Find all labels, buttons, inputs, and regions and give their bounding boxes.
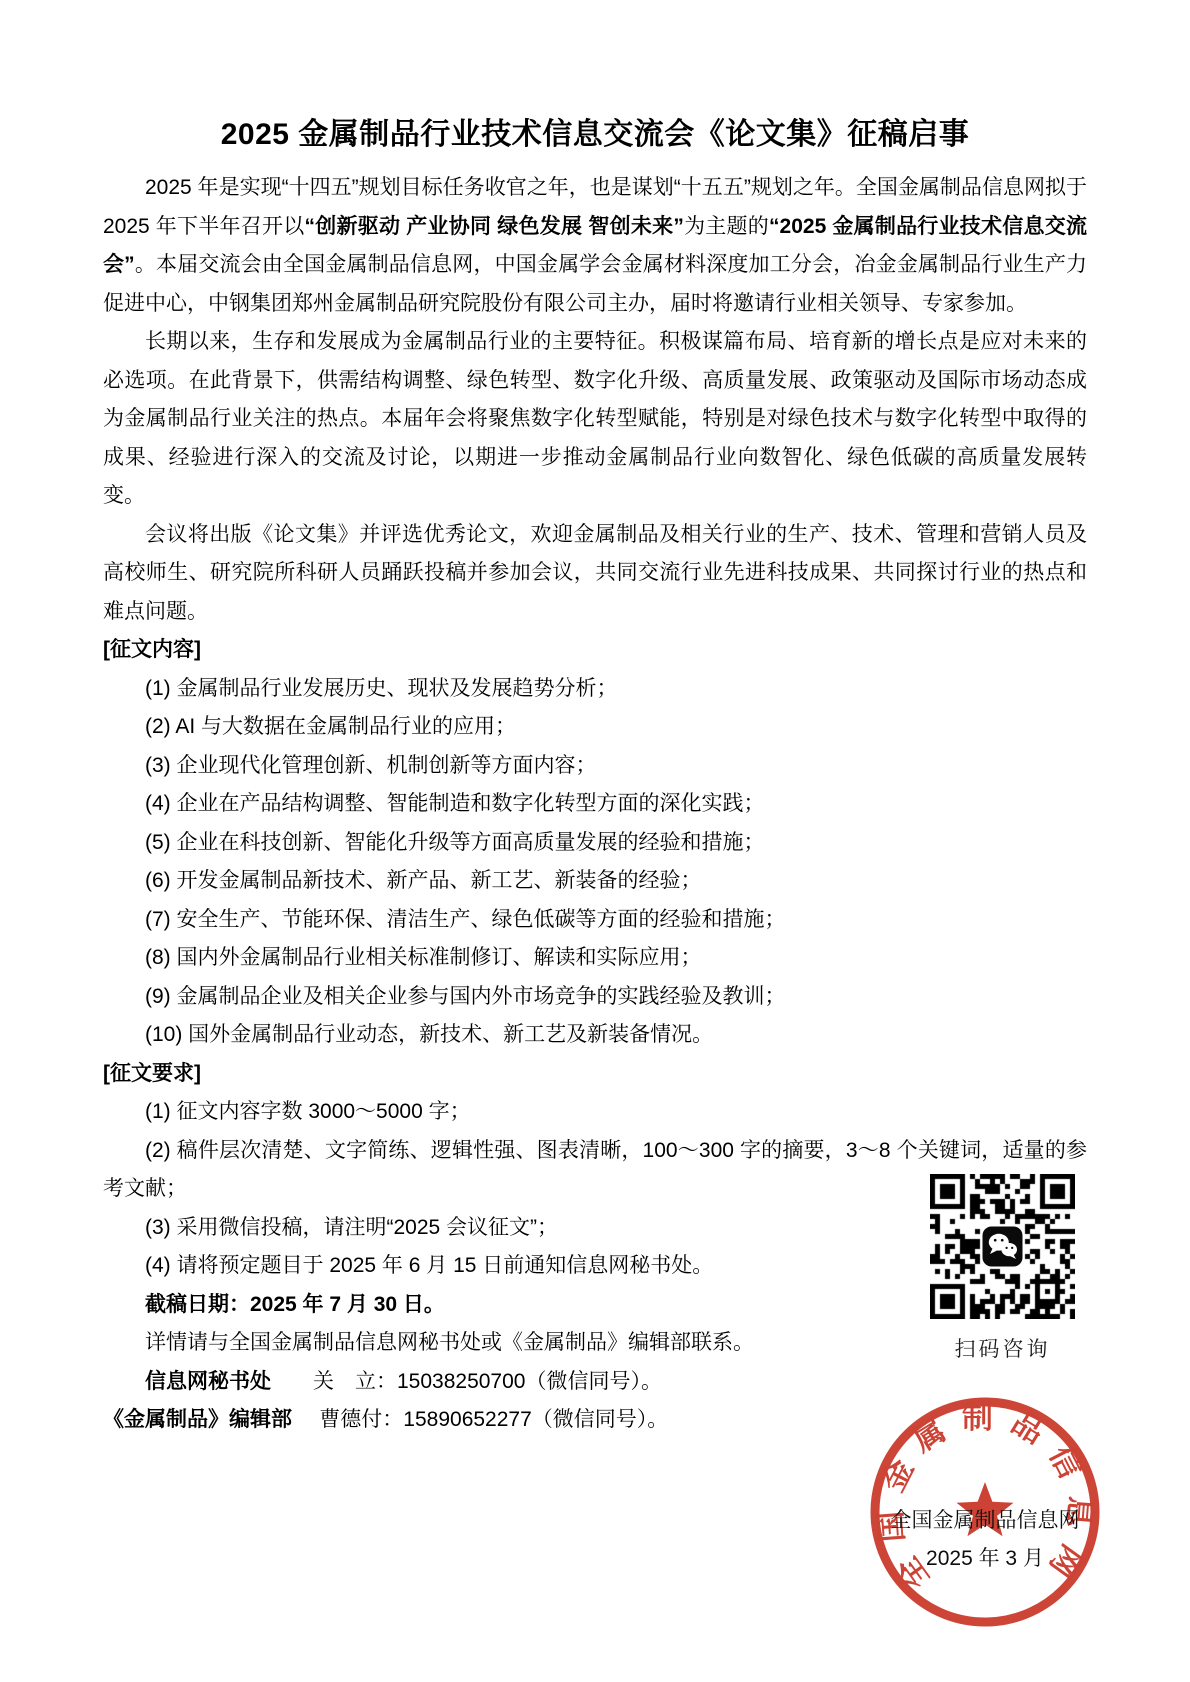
intro-text-1: 2025 年是实现“十四五”规划目标任务收官之年，也是谋划“十五五”规划之年。全国金属制品信息网拟于 2025 年下半年召开以 [103, 176, 1087, 238]
requirement-item-1: (1) 征文内容字数 3000～5000 字； [145, 1100, 471, 1123]
content-item-4: (4) 企业在产品结构调整、智能制造和数字化转型方面的深化实践； [145, 792, 765, 815]
seal-org-text: 全国金属制品信息网 [890, 1509, 1080, 1532]
content-item-1: (1) 金属制品行业发展历史、现状及发展趋势分析； [145, 676, 618, 700]
editorial-label: 《金属制品》编辑部 [103, 1408, 292, 1431]
qr-code-block [930, 1174, 1075, 1363]
seal-ring-text: 全国金属制品信息网 [871, 1400, 1099, 1597]
content-item-6: (6) 开发金属制品新技术、新产品、新工艺、新装备的经验； [145, 869, 702, 892]
requirement-item-4: (4) 请将预定题目于 2025 年 6 月 15 日前通知信息网秘书处。 [145, 1254, 714, 1277]
content-section-heading: [征文内容] [103, 638, 201, 661]
page-title: 2025 金属制品行业技术信息交流会《论文集》征稿启事 [220, 118, 970, 151]
content-item-5: (5) 企业在科技创新、智能化升级等方面高质量发展的经验和措施； [145, 830, 765, 854]
conference-name-bold: “2025 金属制品行业技术信息交流会” [103, 214, 1087, 276]
content-item-3: (3) 企业现代化管理创新、机制创新等方面内容； [145, 753, 597, 777]
requirements-section-heading: [征文要求] [103, 1061, 201, 1085]
wechat-icon [982, 1226, 1023, 1267]
background-paragraph: 长期以来，生存和发展成为金属制品行业的主要特征。积极谋篇布局、培育新的增长点是应对未来的必选项。在此背景下，供需结构调整、绿色转型、数字化升级、高质量发展、政策驱动及国际市场动态成为金属制品行业关注的热点。本届年会将聚焦数字化转型赋能，特别是对绿色技术与数字化转型中取得的成果、经验进行深入的交流及讨论，以期进一步推动金属制品行业向数智化、绿色低碳的高质量发展转变。 [103, 330, 1087, 507]
content-item-9: (9) 金属制品企业及相关企业参与国内外市场竞争的实践经验及教训； [145, 984, 786, 1008]
conference-theme-bold: “创新驱动 产业协同 绿色发展 智创未来” [304, 214, 684, 238]
invitation-paragraph: 会议将出版《论文集》并评选优秀论文，欢迎金属制品及相关行业的生产、技术、管理和营销人员及高校师生、研究院所科研人员踊跃投稿并参加会议，共同交流行业先进科技成果、共同探讨行业的热点和难点问题。 [103, 522, 1087, 623]
requirement-item-3: (3) 采用微信投稿，请注明“2025 会议征文”； [145, 1215, 559, 1239]
secretariat-phone: 关 立：15038250700（微信同号）。 [313, 1369, 662, 1393]
deadline-line: 截稿日期：2025 年 7 月 30 日。 [145, 1292, 445, 1316]
content-item-7: (7) 安全生产、节能环保、清洁生产、绿色低碳等方面的经验和措施； [145, 907, 786, 931]
seal-date-text: 2025 年 3 月 [926, 1547, 1044, 1570]
intro-text-2: 为主题的 [683, 214, 770, 238]
qr-caption: 扫码咨询 [954, 1337, 1051, 1361]
secretariat-label: 信息网秘书处 [145, 1369, 271, 1393]
requirement-item-2: (2) 稿件层次清楚、文字简练、逻辑性强、图表清晰，100～300 字的摘要，3～8 个关键词，适量的参考文献； [103, 1138, 1087, 1200]
editorial-phone: 曹德付：15890652277（微信同号）。 [319, 1408, 669, 1431]
content-item-2: (2) AI 与大数据在金属制品行业的应用； [145, 715, 517, 738]
intro-text-3: 。本届交流会由全国金属制品信息网，中国金属学会金属材料深度加工分会，冶金金属制品行业生产力促进中心，中钢集团郑州金属制品研究院股份有限公司主办，届时将邀请行业相关领导、专家参加。 [103, 253, 1088, 315]
content-item-8: (8) 国内外金属制品行业相关标准制修订、解读和实际应用； [145, 946, 702, 969]
contact-note-line: 详情请与全国金属制品信息网秘书处或《金属制品》编辑部联系。 [145, 1331, 754, 1354]
qr-code [930, 1174, 1075, 1319]
content-item-10: (10) 国外金属制品行业动态，新技术、新工艺及新装备情况。 [145, 1023, 714, 1046]
intro-paragraph [103, 169, 1087, 323]
